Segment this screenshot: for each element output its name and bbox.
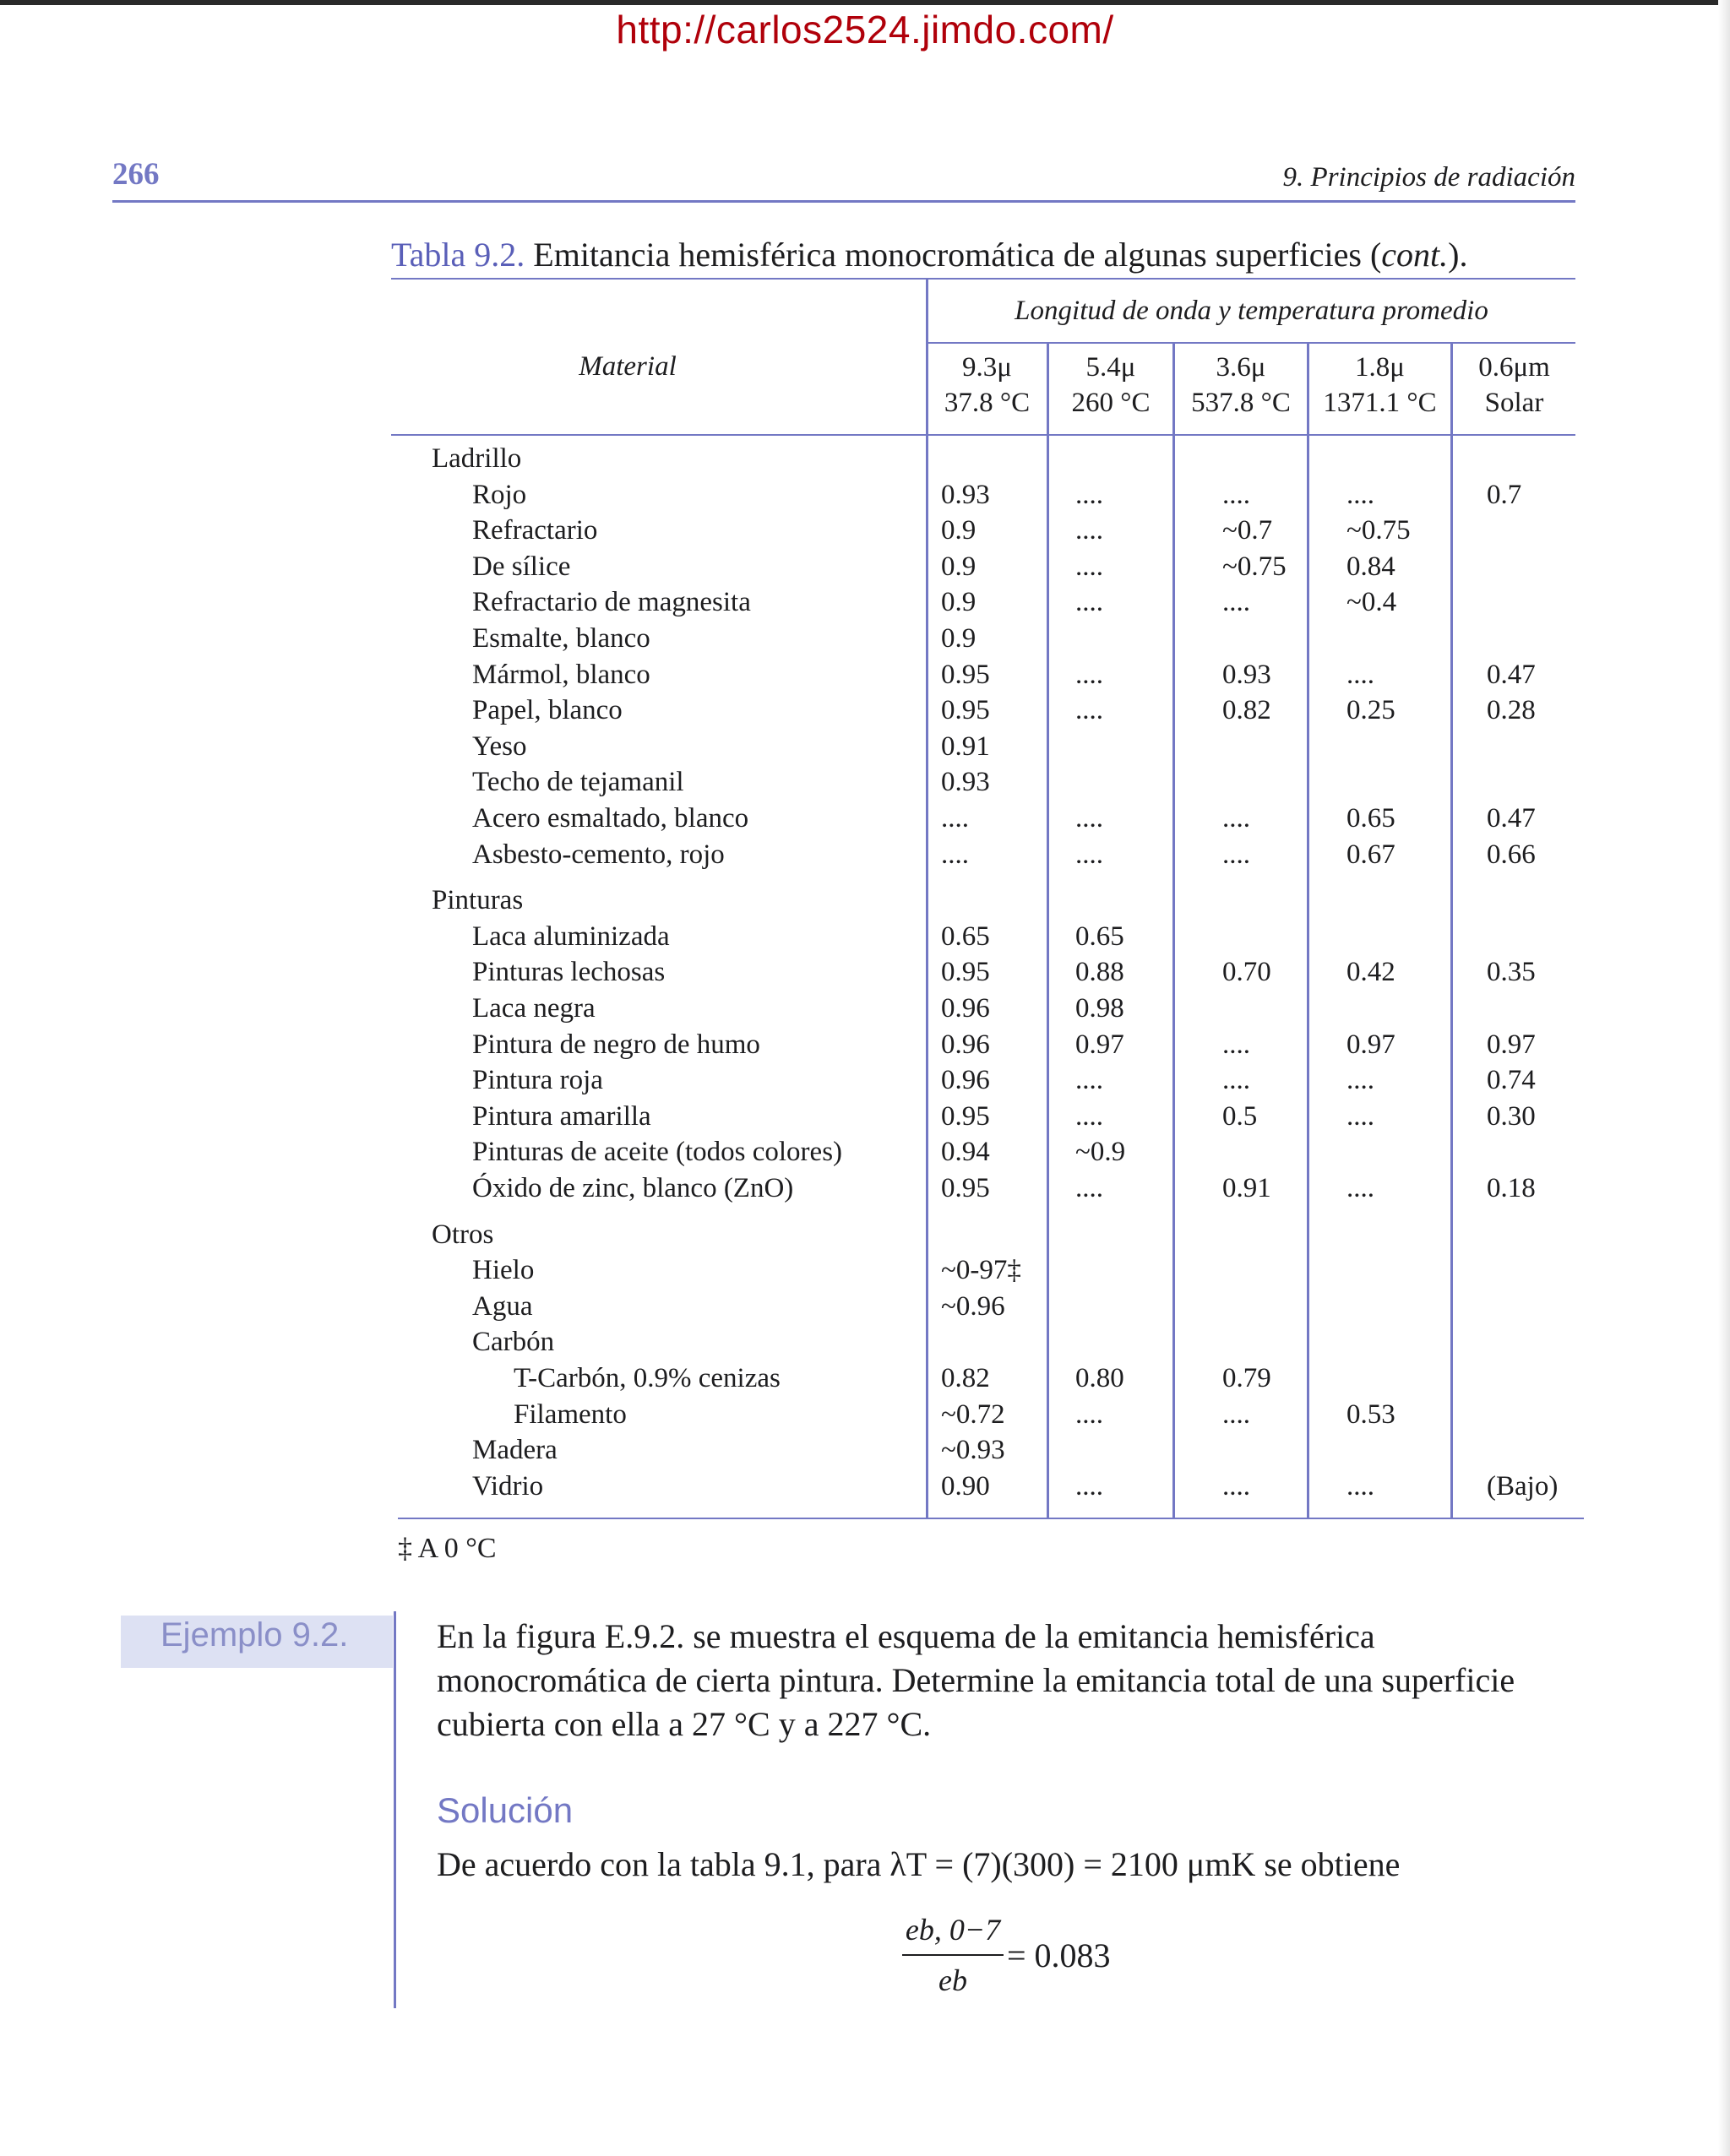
table-row — [0, 954, 1730, 990]
fraction-bar — [902, 1954, 1004, 1956]
row-value: 0.96 — [941, 993, 990, 1024]
table-row — [0, 1469, 1730, 1504]
table-row — [0, 549, 1730, 584]
row-material: Filamento — [514, 1398, 627, 1430]
table-divider — [928, 342, 1575, 344]
table-row — [0, 1027, 1730, 1062]
row-material: Refractario de magnesita — [472, 587, 751, 618]
table-row — [0, 1170, 1730, 1206]
table-caption — [391, 235, 1468, 274]
row-value: .... — [1222, 1029, 1250, 1060]
row-material: Ladrillo — [432, 443, 522, 474]
row-material: Hielo — [472, 1255, 535, 1286]
row-value: 0.65 — [1346, 803, 1395, 834]
row-value: ~0.75 — [1222, 551, 1287, 582]
table-footnote: ‡ A 0 °C — [398, 1533, 497, 1564]
row-value: 0.66 — [1487, 839, 1536, 870]
column-temperature: 1371.1 °C — [1323, 388, 1437, 418]
table-caption-text: Emitancia hemisférica monocromática de algunas superficies ( — [525, 236, 1382, 274]
table-group-row — [0, 441, 1730, 476]
caption-rule — [391, 278, 1575, 280]
table-divider — [391, 434, 1575, 436]
table-row — [0, 657, 1730, 692]
row-material: Agua — [472, 1290, 533, 1322]
row-value: 0.67 — [1346, 839, 1395, 870]
example-label: Ejemplo 9.2. — [160, 1616, 349, 1654]
row-value: 0.82 — [1222, 695, 1271, 726]
row-material: Techo de tejamanil — [472, 767, 684, 798]
column-wavelength: 0.6μm — [1478, 352, 1550, 383]
equation-denominator: eb — [938, 1963, 967, 1997]
column-wavelength: 9.3μ — [962, 352, 1012, 383]
row-material: T-Carbón, 0.9% cenizas — [514, 1363, 781, 1393]
row-value: ~0.4 — [1346, 587, 1397, 618]
table-row — [0, 801, 1730, 836]
row-value: 0.65 — [941, 921, 990, 952]
row-value: .... — [1075, 659, 1103, 690]
row-value: .... — [1346, 1065, 1374, 1096]
row-value: .... — [1346, 659, 1374, 690]
row-value: .... — [1075, 1398, 1103, 1430]
example-text: En la figura E.9.2. se muestra el esquema de la emitancia hemisférica monocromática de cierta pintura. Determine la emitancia total de una superficie cubierta con ella a 27 °C y a 227 °C. — [437, 1617, 1515, 1743]
row-value: .... — [1222, 1470, 1250, 1502]
row-value: 0.53 — [1346, 1398, 1395, 1430]
row-value: 0.97 — [1487, 1029, 1536, 1060]
row-value: .... — [1075, 1470, 1103, 1502]
table-row — [0, 1324, 1730, 1360]
row-value: .... — [1075, 1100, 1103, 1132]
row-value: .... — [1222, 479, 1250, 510]
row-value: 0.47 — [1487, 659, 1536, 690]
material-header: Material — [579, 351, 677, 382]
row-value: .... — [1346, 479, 1374, 510]
row-value: 0.74 — [1487, 1065, 1536, 1096]
row-value: 0.96 — [941, 1065, 990, 1096]
row-value: ~0.72 — [941, 1398, 1005, 1430]
row-value: .... — [1222, 587, 1250, 618]
row-material: Pintura amarilla — [472, 1100, 651, 1132]
row-value: 0.65 — [1075, 921, 1124, 952]
row-material: Otros — [432, 1219, 494, 1250]
table-group-row — [0, 1217, 1730, 1252]
row-value: .... — [1346, 1470, 1374, 1502]
row-value: 0.80 — [1075, 1363, 1124, 1393]
table-row — [0, 621, 1730, 656]
row-material: Pinturas lechosas — [472, 957, 666, 988]
row-value: 0.28 — [1487, 695, 1536, 726]
row-value: 0.84 — [1346, 551, 1395, 582]
row-value: 0.93 — [941, 479, 990, 510]
header-rule — [112, 200, 1575, 203]
row-value: 0.96 — [941, 1029, 990, 1060]
row-value: 0.70 — [1222, 957, 1271, 988]
row-value: 0.98 — [1075, 993, 1124, 1024]
row-value: .... — [941, 839, 969, 870]
row-material: Refractario — [472, 515, 598, 546]
row-value: 0.47 — [1487, 803, 1536, 834]
row-value: ~0.9 — [1075, 1137, 1126, 1168]
equation-result: = 0.083 — [1007, 1936, 1111, 1974]
row-material: De sílice — [472, 551, 571, 582]
row-value: 0.9 — [941, 551, 977, 582]
row-material: Pinturas de aceite (todos colores) — [472, 1137, 843, 1168]
column-header — [1453, 350, 1575, 421]
row-value: 0.97 — [1075, 1029, 1124, 1060]
table-row — [0, 1252, 1730, 1288]
row-value: 0.5 — [1222, 1100, 1258, 1132]
table-row — [0, 1062, 1730, 1098]
row-value: 0.94 — [941, 1137, 990, 1168]
row-value: .... — [1346, 1100, 1374, 1132]
row-value: 0.88 — [1075, 957, 1124, 988]
row-material: Asbesto-cemento, rojo — [472, 839, 725, 870]
row-value: 0.91 — [941, 730, 990, 762]
column-header — [928, 350, 1047, 421]
table-divider — [398, 1518, 1584, 1519]
row-material: Yeso — [472, 730, 527, 762]
row-value: 0.30 — [1487, 1100, 1536, 1132]
row-material: Laca aluminizada — [472, 921, 670, 952]
column-temperature: 537.8 °C — [1191, 388, 1291, 418]
row-material: Carbón — [472, 1327, 555, 1358]
column-temperature: 37.8 °C — [944, 388, 1031, 418]
row-material: Madera — [472, 1435, 558, 1466]
row-value: ~0.7 — [1222, 515, 1273, 546]
example-rule — [394, 1611, 396, 2008]
row-material: Esmalte, blanco — [472, 623, 650, 654]
row-value: .... — [1222, 1065, 1250, 1096]
column-header — [1175, 350, 1307, 421]
row-material: Óxido de zinc, blanco (ZnO) — [472, 1173, 794, 1203]
row-value: 0.95 — [941, 1100, 990, 1132]
table-row — [0, 837, 1730, 872]
table-row — [0, 729, 1730, 764]
equation-fraction — [902, 1912, 1004, 1998]
row-value: .... — [1075, 551, 1103, 582]
row-value: ~0.96 — [941, 1290, 1005, 1322]
row-value: .... — [1075, 695, 1103, 726]
row-value: .... — [1346, 1173, 1374, 1203]
row-material: Papel, blanco — [472, 695, 623, 726]
row-value: 0.9 — [941, 515, 977, 546]
table-row — [0, 1432, 1730, 1468]
row-value: ~0.75 — [1346, 515, 1411, 546]
row-value: .... — [1075, 479, 1103, 510]
row-value: 0.35 — [1487, 957, 1536, 988]
row-material: Pintura roja — [472, 1065, 603, 1096]
row-material: Vidrio — [472, 1470, 544, 1502]
row-value: 0.42 — [1346, 957, 1395, 988]
column-header — [1309, 350, 1450, 421]
column-wavelength: 3.6μ — [1216, 352, 1266, 383]
row-value: 0.79 — [1222, 1363, 1271, 1393]
page-number: 266 — [112, 157, 160, 192]
solution-title: Solución — [437, 1790, 574, 1830]
table-row — [0, 1360, 1730, 1396]
table-row — [0, 919, 1730, 954]
row-value: .... — [1075, 803, 1103, 834]
running-head: 9. Principios de radiación — [1282, 162, 1575, 193]
row-value: .... — [1075, 587, 1103, 618]
table-row — [0, 1099, 1730, 1134]
source-url[interactable]: http://carlos2524.jimdo.com/ — [616, 8, 1114, 52]
row-value: ~0-97‡ — [941, 1255, 1021, 1286]
row-value: 0.91 — [1222, 1173, 1271, 1203]
row-value: .... — [1075, 1173, 1103, 1203]
row-value: (Bajo) — [1487, 1470, 1559, 1502]
column-header — [1049, 350, 1172, 421]
table-caption-cont: cont. — [1381, 236, 1449, 274]
table-row — [0, 513, 1730, 548]
table-row — [0, 1289, 1730, 1324]
row-value: .... — [941, 803, 969, 834]
table-row — [0, 1397, 1730, 1432]
row-material: Mármol, blanco — [472, 659, 650, 690]
equation-numerator: eb, 0−7 — [905, 1913, 1001, 1947]
table-row — [0, 477, 1730, 513]
row-value: 0.95 — [941, 1173, 990, 1203]
row-value: .... — [1075, 515, 1103, 546]
table-row — [0, 991, 1730, 1026]
column-temperature: Solar — [1484, 388, 1544, 418]
table-row — [0, 1134, 1730, 1170]
table-caption-label: Tabla 9.2. — [391, 236, 525, 274]
table-group-row — [0, 882, 1730, 918]
row-value: 0.18 — [1487, 1173, 1536, 1203]
table-caption-close: ). — [1448, 236, 1468, 274]
row-value: ~0.93 — [941, 1435, 1005, 1466]
column-wavelength: 5.4μ — [1085, 352, 1136, 383]
table-row — [0, 692, 1730, 728]
row-value: 0.82 — [941, 1363, 990, 1393]
group-header: Longitud de onda y temperatura promedio — [1015, 296, 1488, 326]
row-value: .... — [1222, 803, 1250, 834]
row-value: 0.25 — [1346, 695, 1395, 726]
row-material: Rojo — [472, 479, 527, 510]
row-material: Pinturas — [432, 885, 524, 916]
row-value: .... — [1075, 839, 1103, 870]
row-value: 0.9 — [941, 623, 977, 654]
row-material: Laca negra — [472, 993, 596, 1024]
table-row — [0, 764, 1730, 800]
row-value: 0.9 — [941, 587, 977, 618]
table-row — [0, 584, 1730, 620]
row-value: 0.7 — [1487, 479, 1522, 510]
row-value: .... — [1222, 839, 1250, 870]
solution-text: De acuerdo con la tabla 9.1, para λT = (7)(300) = 2100 μmK se obtiene — [437, 1845, 1401, 1883]
row-value: 0.95 — [941, 695, 990, 726]
row-material: Acero esmaltado, blanco — [472, 803, 749, 834]
top-border — [0, 0, 1730, 5]
column-wavelength: 1.8μ — [1355, 352, 1405, 383]
row-value: 0.95 — [941, 659, 990, 690]
row-value: 0.93 — [1222, 659, 1271, 690]
row-value: .... — [1222, 1398, 1250, 1430]
row-material: Pintura de negro de humo — [472, 1029, 760, 1060]
row-value: .... — [1075, 1065, 1103, 1096]
row-value: 0.93 — [941, 767, 990, 798]
row-value: 0.95 — [941, 957, 990, 988]
row-value: 0.97 — [1346, 1029, 1395, 1060]
row-value: 0.90 — [941, 1470, 990, 1502]
column-temperature: 260 °C — [1071, 388, 1151, 418]
